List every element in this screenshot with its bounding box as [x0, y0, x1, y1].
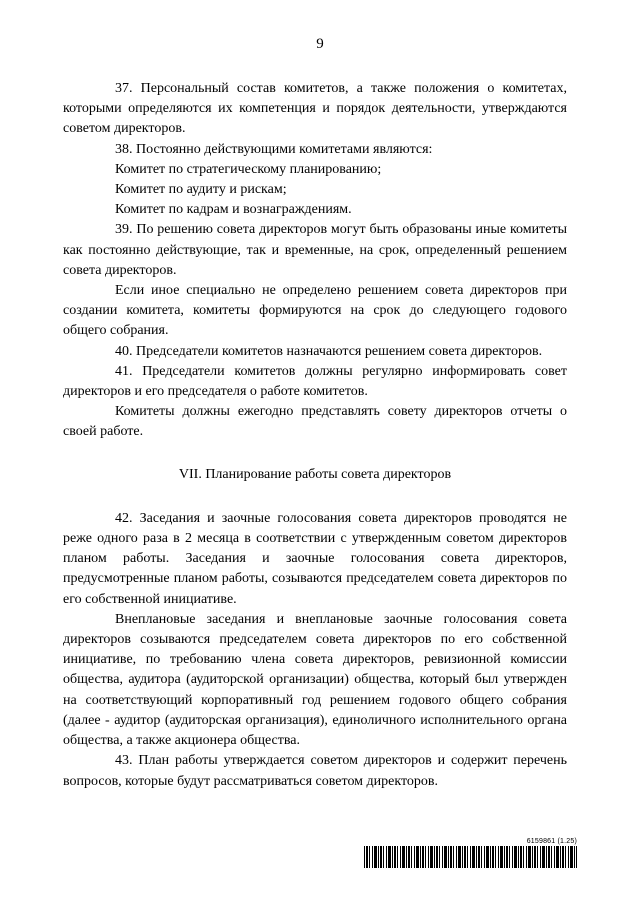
committee-item-audit: Комитет по аудиту и рискам;	[115, 182, 287, 198]
document-body	[63, 79, 567, 792]
paragraph-38: 38. Постоянно действующими комитетами являются:	[115, 141, 433, 157]
paragraph-39-term: Если иное специально не определено решением совета директоров при создании комитета, комитеты формируются на срок до следующего годового общего собрания.	[63, 283, 567, 339]
paragraph-40: 40. Председатели комитетов назначаются решением совета директоров.	[115, 343, 543, 359]
paragraph-42-unscheduled: Внеплановые заседания и внеплановые заочные голосования совета директоров созываются председателем совета директоров по его собственной инициативе, по требованию члена совета директоров, ревизионной комиссии общества, аудитора (аудиторской организации) общества, который был утвержден на соответствующий корпоративный год решением годового общего собрания (далее - аудитор (аудиторская организация), единоличного исполнительного органа общества, а также акционера общества.	[63, 611, 567, 749]
committee-item-strategy: Комитет по стратегическому планированию;	[115, 161, 382, 177]
paragraph-39: 39. По решению совета директоров могут быть образованы иные комитеты как постоянно действующие, так и временные, на срок, определенный решением совета директоров.	[63, 222, 567, 278]
paragraph-43: 43. План работы утверждается советом директоров и содержит перечень вопросов, которые будут рассматриваться советом директоров.	[63, 753, 567, 789]
section-heading: VII. Планирование работы совета директоров	[178, 466, 452, 482]
paragraph-37: 37. Персональный состав комитетов, а также положения о комитетах, которыми определяются их компетенция и порядок деятельности, утверждаются советом директоров.	[63, 81, 567, 137]
page-number: 9	[316, 36, 324, 52]
paragraph-42: 42. Заседания и заочные голосования совета директоров проводятся не реже одного раза в 2 месяца в соответствии с утвержденным советом директоров планом работы. Заседания и заочные голосования совета директоров, предусмотренные планом работы, созываются председателем совета директоров по его собственной инициативе.	[63, 510, 567, 607]
paragraph-41: 41. Председатели комитетов должны регулярно информировать совет директоров и его председателя о работе комитетов.	[63, 363, 567, 400]
barcode-image	[364, 846, 577, 868]
paragraph-41-reports: Комитеты должны ежегодно представлять совету директоров отчеты о своей работе.	[63, 404, 567, 440]
barcode-code: 6159861 (1.25)	[526, 838, 577, 845]
committee-item-personnel: Комитет по кадрам и вознаграждениям.	[115, 202, 352, 218]
